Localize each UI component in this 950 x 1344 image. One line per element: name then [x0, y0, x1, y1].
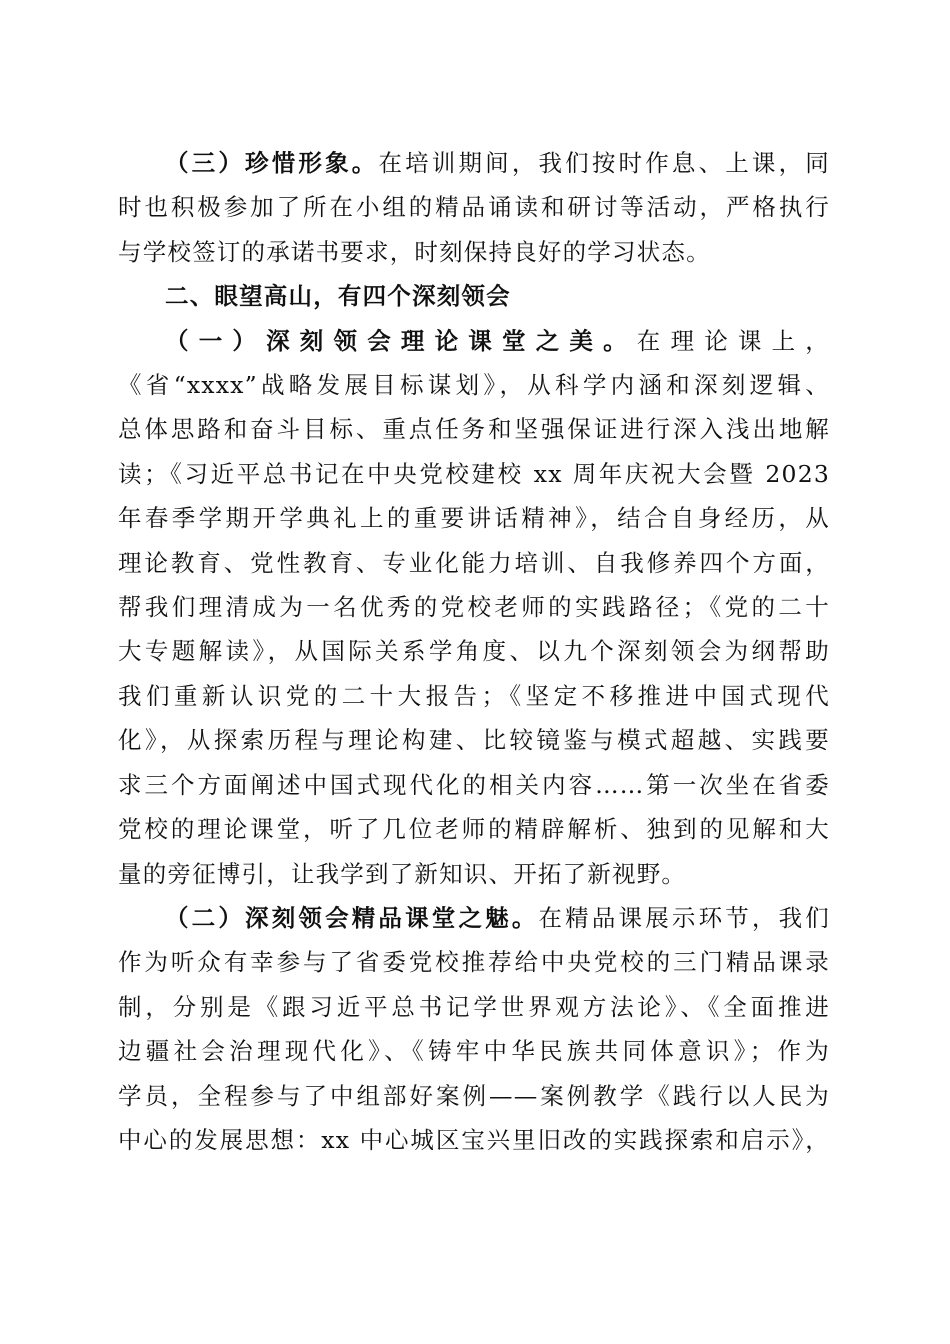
paragraph-line	[118, 896, 830, 940]
paragraph-text: 在培训期间，我们按时作息、上课，同	[378, 149, 830, 177]
paragraph-line: 量的旁征博引，让我学到了新知识、开拓了新视野。	[118, 859, 687, 888]
paragraph-line	[118, 141, 830, 185]
paragraph-line: 中心的发展思想：xx 中心城区宝兴里旧改的实践探索和启示》，	[118, 1125, 830, 1154]
paragraph-line: 学员，全程参与了中组部好案例——案例教学《践行以人民为	[118, 1081, 830, 1110]
paragraph-cherish-image	[118, 141, 830, 274]
paragraph-text: 在精品课展示环节，我们	[538, 903, 830, 932]
paragraph-line: 我们重新认识党的二十大报告；《坚定不移推进中国式现代	[118, 681, 830, 710]
paragraph-line: 读；《习近平总书记在中央党校建校 xx 周年庆祝大会暨 2023	[118, 459, 830, 488]
paragraph-theory-classroom	[118, 319, 830, 896]
paragraph-line: 与学校签订的承诺书要求，时刻保持良好的学习状态。	[118, 237, 711, 266]
paragraph-line: 理论教育、党性教育、专业化能力培训、自我修养四个方面，	[118, 548, 830, 577]
paragraph-line: 大专题解读》，从国际关系学角度、以九个深刻领会为纲帮助	[118, 637, 830, 666]
paragraph-lead: （三）珍惜形象。	[165, 149, 379, 177]
paragraph-line	[118, 319, 830, 363]
paragraph-line: 《省“xxxx”战略发展目标谋划》，从科学内涵和深刻逻辑、	[118, 371, 830, 400]
paragraph-line: 制，分别是《跟习近平总书记学世界观方法论》、《全面推进	[118, 992, 830, 1021]
paragraph-text: 在理论课上，	[636, 326, 830, 355]
paragraph-lead: （二）深刻领会精品课堂之魅。	[165, 903, 539, 932]
paragraph-line: 党校的理论课堂，听了几位老师的精辟解析、独到的见解和大	[118, 815, 830, 844]
paragraph-line: 化》，从探索历程与理论构建、比较镜鉴与模式超越、实践要	[118, 726, 830, 755]
paragraph-line: 求三个方面阐述中国式现代化的相关内容……第一次坐在省委	[118, 770, 830, 799]
paragraph-line: 帮我们理清成为一名优秀的党校老师的实践路径；《党的二十	[118, 593, 830, 622]
paragraph-line: 作为听众有幸参与了省委党校推荐给中央党校的三门精品课录	[118, 948, 830, 977]
paragraph-line: 总体思路和奋斗目标、重点任务和坚强保证进行深入浅出地解	[118, 415, 830, 444]
paragraph-line: 年春季学期开学典礼上的重要讲话精神》，结合自身经历，从	[118, 504, 830, 533]
paragraph-premium-classroom	[118, 896, 830, 1162]
paragraph-lead: （一）深刻领会理论课堂之美。	[165, 326, 637, 355]
document-body	[118, 141, 830, 1162]
section-heading: 二、眼望高山，有四个深刻领会	[165, 282, 511, 311]
paragraph-line: 时也积极参加了所在小组的精品诵读和研讨等活动，严格执行	[118, 193, 830, 222]
paragraph-line: 边疆社会治理现代化》、《铸牢中华民族共同体意识》；作为	[118, 1037, 830, 1066]
